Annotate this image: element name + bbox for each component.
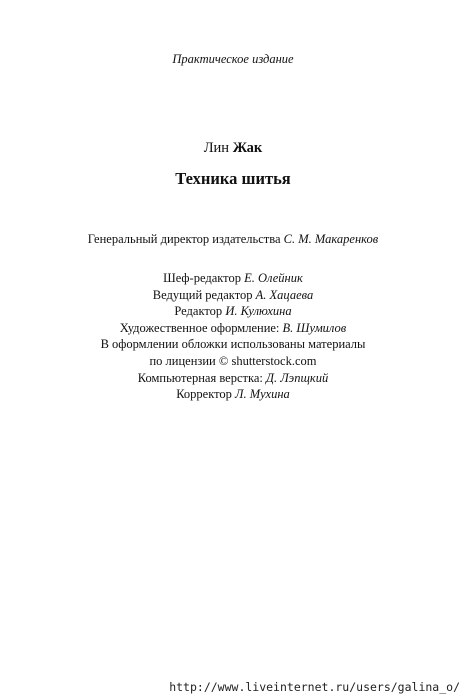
credit-name: А. Хацаева	[255, 287, 314, 302]
director-role: Генеральный директор издательства	[87, 232, 281, 246]
credit-line	[0, 287, 466, 304]
credit-role: Художественное оформление:	[119, 320, 280, 335]
credit-line	[0, 353, 466, 370]
credit-role: Ведущий редактор	[152, 287, 253, 302]
credits-list	[0, 270, 466, 403]
edition-type: Практическое издание	[172, 52, 294, 66]
credit-role: Редактор	[174, 304, 223, 319]
credit-name: Л. Мухина	[235, 387, 290, 402]
author-first-name: Лин	[203, 140, 230, 156]
credit-role: Корректор	[176, 387, 232, 402]
author-line	[0, 140, 466, 157]
credit-line	[0, 370, 466, 387]
credit-line	[0, 320, 466, 337]
credit-name: Д. Лэпщкий	[266, 370, 329, 385]
credit-role: Шеф-редактор	[163, 271, 241, 285]
credit-line	[0, 270, 466, 287]
credit-line	[0, 336, 466, 353]
director-line	[0, 232, 466, 247]
credit-role: по лицензии © shutterstock.com	[149, 353, 317, 368]
author-surname: Жак	[232, 140, 263, 156]
credit-name: Е. Олейник	[244, 271, 303, 285]
credit-name: И. Кулюхина	[225, 304, 292, 319]
credit-role: В оформлении обложки использованы материалы	[100, 337, 366, 352]
credit-role: Компьютерная верстка:	[137, 370, 263, 385]
watermark-url: http://www.liveinternet.ru/users/galina_o/	[169, 680, 460, 694]
credit-line	[0, 303, 466, 320]
book-title: Техника шитья	[175, 169, 291, 188]
credit-name: В. Шумилов	[282, 320, 347, 335]
credit-line	[0, 386, 466, 403]
director-name: С. М. Макаренков	[283, 232, 379, 246]
